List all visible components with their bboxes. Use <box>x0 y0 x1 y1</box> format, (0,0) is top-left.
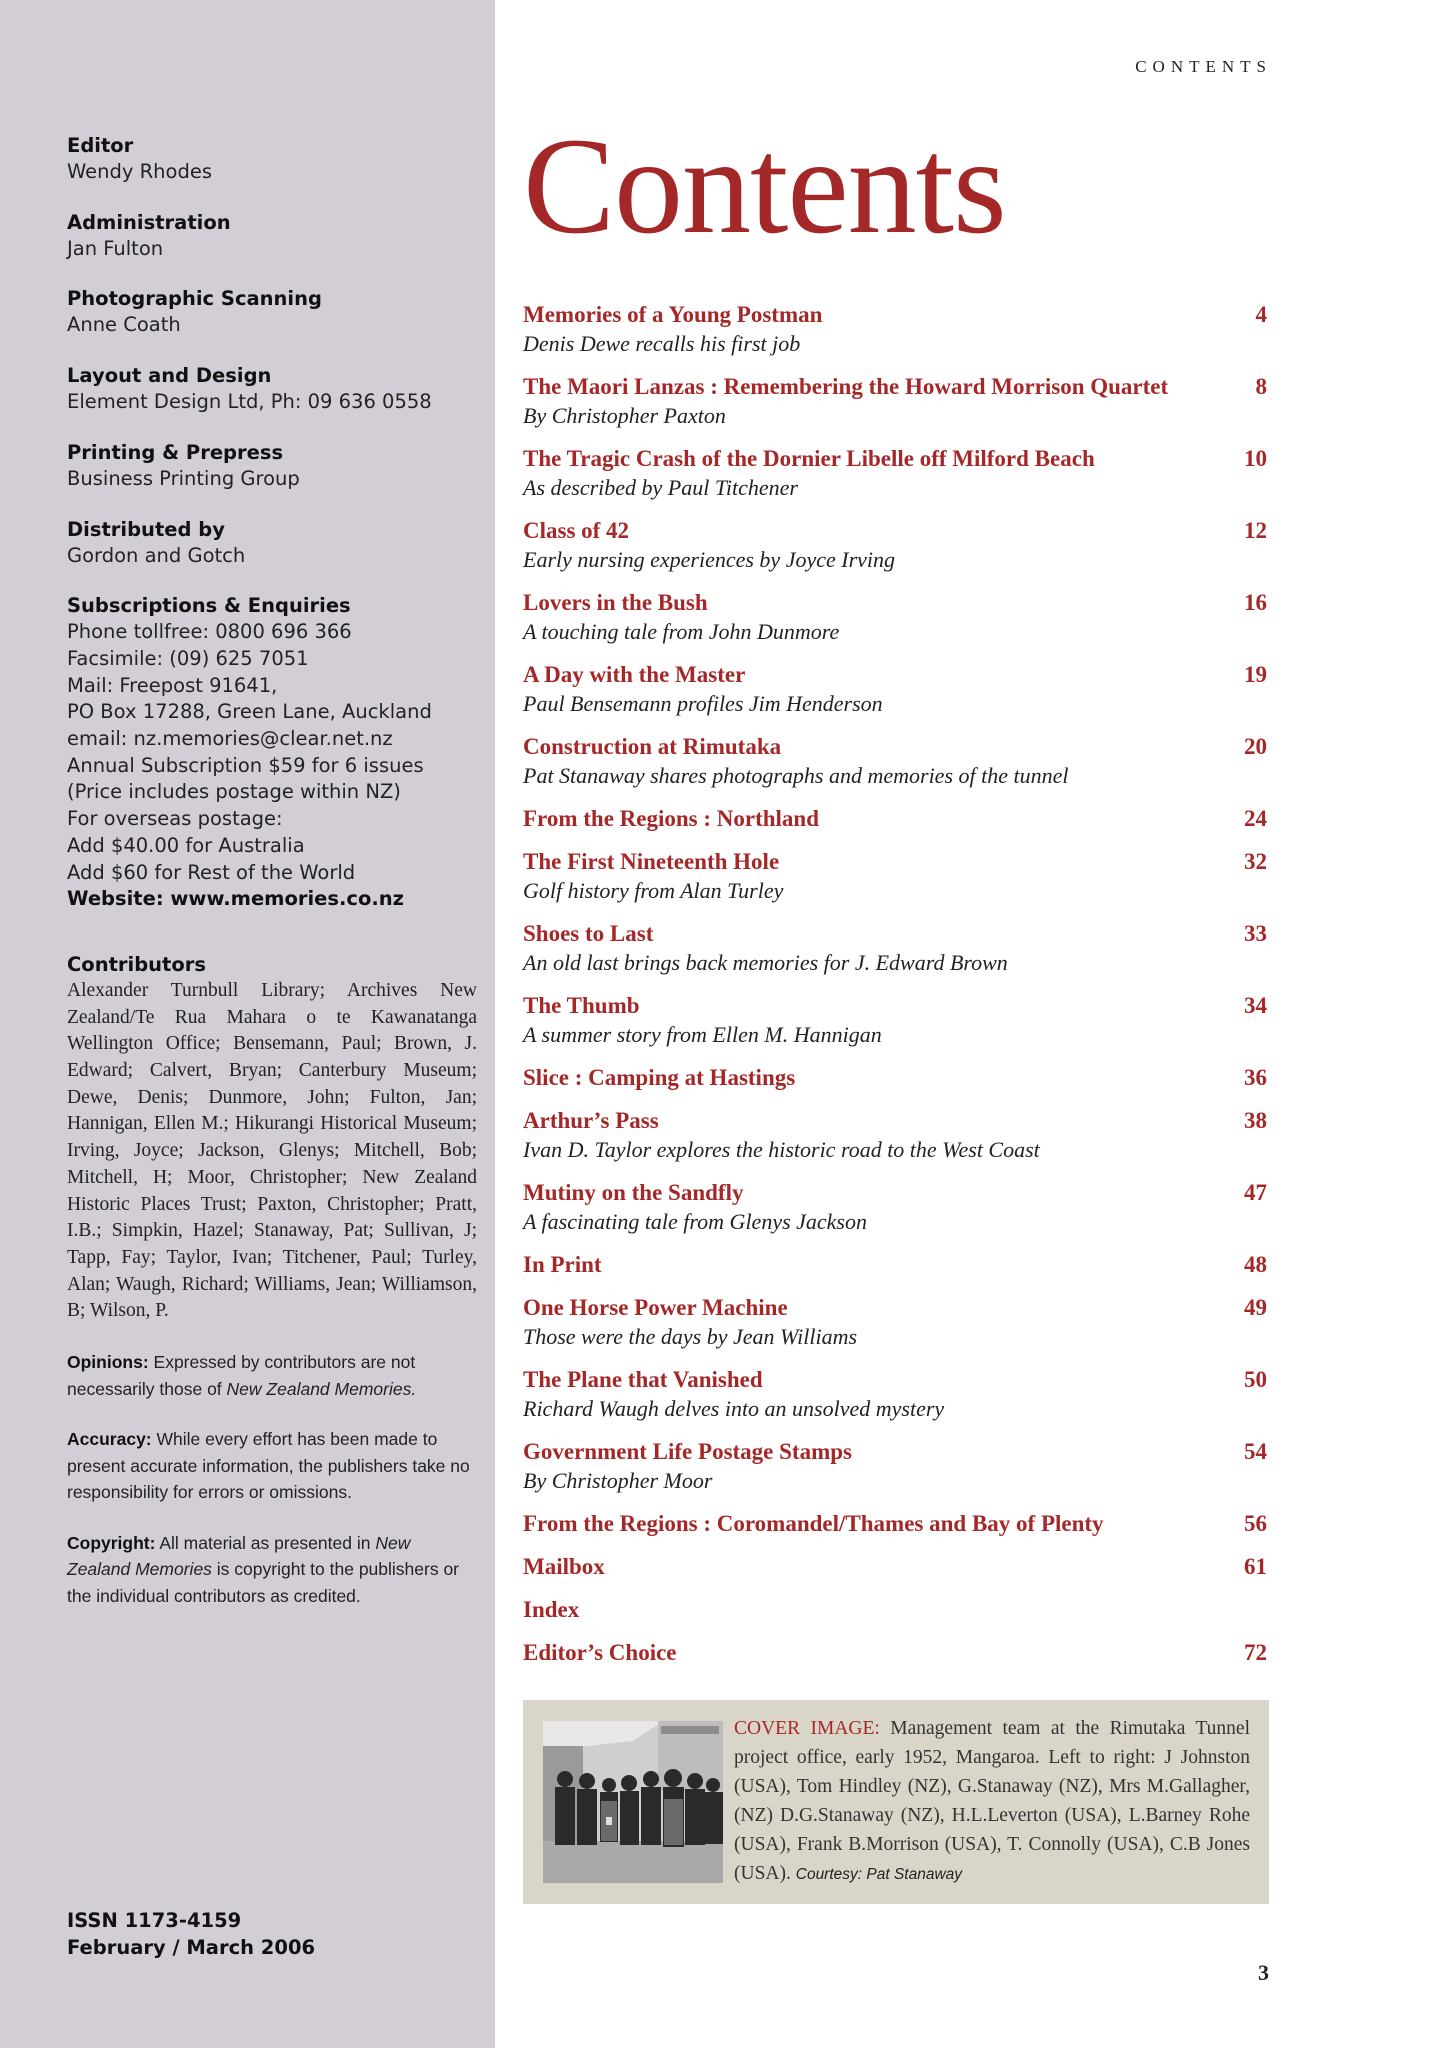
toc-subtitle: Early nursing experiences by Joyce Irving <box>523 547 896 572</box>
toc-title: From the Regions : Northland <box>523 806 820 831</box>
toc-subtitle: A fascinating tale from Glenys Jackson <box>523 1209 867 1234</box>
masthead-line: Element Design Ltd, Ph: 09 636 0558 <box>67 390 432 414</box>
toc-page-number: 61 <box>1244 1554 1267 1579</box>
toc-title: Slice : Camping at Hastings <box>523 1065 796 1090</box>
toc-entry-row <box>523 1178 1267 1207</box>
masthead-heading: Printing & Prepress <box>67 440 284 464</box>
toc-entry[interactable] <box>523 732 1267 790</box>
cover-label: COVER IMAGE: <box>734 1718 880 1739</box>
toc-subtitle: Those were the days by Jean Williams <box>523 1324 858 1349</box>
toc-subtitle: Ivan D. Taylor explores the historic road to the West Coast <box>523 1137 1040 1162</box>
cover-photo <box>543 1721 723 1883</box>
toc-page-number: 32 <box>1244 849 1267 874</box>
copyright-note <box>67 1530 477 1610</box>
toc-page-number: 19 <box>1244 662 1267 687</box>
toc-page-number: 8 <box>1255 374 1267 399</box>
toc-entry-row <box>523 1595 1267 1624</box>
masthead-section <box>67 439 477 493</box>
toc-title: The Maori Lanzas : Remembering the Howard Morrison Quartet <box>523 374 1169 399</box>
toc-entry-row <box>523 1293 1267 1322</box>
toc-entry-row <box>523 1063 1267 1092</box>
masthead-heading: Layout and Design <box>67 364 272 388</box>
toc-page-number: 10 <box>1244 446 1267 471</box>
toc-entry[interactable] <box>523 919 1267 977</box>
masthead-line: Wendy Rhodes <box>67 160 212 183</box>
toc-title: Editor’s Choice <box>523 1640 677 1665</box>
masthead-line: email: nz.memories@clear.net.nz <box>67 727 393 751</box>
toc-subtitle: An old last brings back memories for J. Edward Brown <box>523 950 1008 975</box>
toc-page-number: 16 <box>1244 590 1267 615</box>
toc-page-number: 50 <box>1244 1367 1267 1392</box>
contributors-heading: Contributors <box>67 952 206 976</box>
toc-page-number: 56 <box>1244 1511 1267 1536</box>
toc-entry[interactable] <box>523 444 1267 502</box>
toc-entry-row <box>523 991 1267 1020</box>
toc-page-number: 72 <box>1244 1640 1267 1665</box>
opinions-label: Opinions: <box>67 1352 149 1373</box>
issue-info <box>67 1907 315 1961</box>
toc-entry[interactable] <box>523 1638 1267 1667</box>
accuracy-text: While every effort has been made to present accurate information, the publishers take no responsibility for errors or omissions. <box>67 1429 470 1503</box>
toc-entry-row <box>523 1638 1267 1667</box>
toc-entry[interactable] <box>523 300 1267 358</box>
masthead-section <box>67 516 477 570</box>
toc-entry-row <box>523 660 1267 689</box>
masthead-line: For overseas postage: <box>67 807 283 831</box>
toc-entry[interactable] <box>523 372 1267 430</box>
toc-entry-row <box>523 1437 1267 1466</box>
toc-title: The Thumb <box>523 993 640 1018</box>
toc-page-number: 12 <box>1244 518 1267 543</box>
toc-subtitle: Denis Dewe recalls his first job <box>523 331 801 356</box>
toc-entry-row <box>523 1250 1267 1279</box>
toc-title: The Plane that Vanished <box>523 1367 763 1392</box>
toc-title: Shoes to Last <box>523 921 654 946</box>
cover-credit: Courtesy: Pat Stanaway <box>795 1866 963 1883</box>
page-title: Contents <box>523 109 1006 262</box>
accuracy-note <box>67 1426 477 1506</box>
toc-subtitle: As described by Paul Titchener <box>523 475 798 500</box>
toc-subtitle: A summer story from Ellen M. Hannigan <box>523 1022 882 1047</box>
masthead-line: Business Printing Group <box>67 466 300 490</box>
masthead-sidebar <box>0 0 495 2048</box>
masthead-line: Jan Fulton <box>67 236 164 260</box>
masthead-line: (Price includes postage within NZ) <box>67 780 401 804</box>
toc-entry[interactable] <box>523 1293 1267 1351</box>
toc-entry[interactable] <box>523 1552 1267 1581</box>
toc-page-number: 20 <box>1244 734 1267 759</box>
cover-photo-image <box>543 1721 723 1883</box>
toc-entry[interactable] <box>523 1250 1267 1279</box>
toc-entry-row <box>523 1509 1267 1538</box>
toc-subtitle: Golf history from Alan Turley <box>523 878 784 903</box>
toc-entry-row <box>523 300 1267 329</box>
masthead-line: Facsimile: (09) 625 7051 <box>67 646 309 670</box>
opinions-publication: New Zealand Memories. <box>226 1378 417 1399</box>
toc-subtitle: By Christopher Paxton <box>523 403 726 428</box>
toc-title: Class of 42 <box>523 518 630 543</box>
toc-page-number: 48 <box>1244 1252 1267 1277</box>
masthead-line: PO Box 17288, Green Lane, Auckland <box>67 700 432 724</box>
toc-title: Index <box>523 1597 580 1622</box>
masthead-heading: Photographic Scanning <box>67 287 322 311</box>
toc-title: A Day with the Master <box>523 662 746 687</box>
toc-entry[interactable] <box>523 660 1267 718</box>
toc-entry-row <box>523 1106 1267 1135</box>
toc-entry-row <box>523 516 1267 545</box>
toc-entry[interactable] <box>523 804 1267 833</box>
masthead-section <box>67 132 477 186</box>
toc-page-number: 34 <box>1244 993 1267 1018</box>
masthead-line: Mail: Freepost 91641, <box>67 673 278 697</box>
toc-page-number: 24 <box>1244 806 1267 831</box>
toc-entry-row <box>523 588 1267 617</box>
issue-date: February / March 2006 <box>67 1936 316 1959</box>
toc-entry-row <box>523 1365 1267 1394</box>
toc-entry[interactable] <box>523 1437 1267 1495</box>
copyright-text-1: All material as presented in <box>159 1532 371 1553</box>
toc-title: Lovers in the Bush <box>523 590 708 615</box>
toc-entry-row <box>523 1552 1267 1581</box>
toc-title: Mutiny on the Sandfly <box>523 1180 744 1205</box>
masthead-section <box>67 362 477 416</box>
toc-title: Construction at Rimutaka <box>523 734 782 759</box>
masthead-line: Annual Subscription $59 for 6 issues <box>67 753 424 777</box>
toc-title: One Horse Power Machine <box>523 1295 788 1320</box>
toc-entry[interactable] <box>523 1178 1267 1236</box>
website-line: Website: www.memories.co.nz <box>67 887 405 911</box>
page-number: 3 <box>1258 1960 1269 1985</box>
masthead-section <box>67 209 477 263</box>
toc-title: Government Life Postage Stamps <box>523 1439 852 1464</box>
toc-entry[interactable] <box>523 1509 1267 1538</box>
contributors-text: Alexander Turnbull Library; Archives New Zealand/Te Rua Mahara o te Kawanatanga Wellington Office; Bensemann, Paul; Brown, J. Edward; Calvert, Bryan; Canterbury Museum; Dewe, Denis; Dunmore, John; Fulton, Jan; Hannigan, Ellen M.; Hikurangi Historical Museum; Irving, Joyce; Jackson, Glenys; Mitchell, Bob; Mitchell, H; Moor, Christopher; New Zealand Historic Places Trust; Paxton, Christopher; Pratt, I.B.; Simpkin, Hazel; Stanaway, Pat; Sullivan, J; Tapp, Fay; Taylor, Ivan; Titchener, Paul; Turley, Alan; Waugh, Richard; Williams, Jean; Williamson, B; Wilson, P. <box>67 979 477 1322</box>
toc-entry[interactable] <box>523 1106 1267 1164</box>
masthead-line: Add $60 for Rest of the World <box>67 860 356 884</box>
toc-entry[interactable] <box>523 1063 1267 1092</box>
toc-title: Memories of a Young Postman <box>523 302 823 327</box>
toc-entry[interactable] <box>523 1595 1267 1624</box>
toc-page-number: 36 <box>1244 1065 1267 1090</box>
toc-entry[interactable] <box>523 1365 1267 1423</box>
opinions-text: Expressed by contributors are not necessarily those of <box>67 1352 416 1399</box>
masthead-line: Add $40.00 for Australia <box>67 833 305 857</box>
masthead-heading: Distributed by <box>67 517 225 541</box>
toc-subtitle: Richard Waugh delves into an unsolved mystery <box>523 1396 945 1421</box>
toc-entry[interactable] <box>523 847 1267 905</box>
copyright-publication: New Zealand Memories <box>67 1532 411 1580</box>
toc-page-number: 33 <box>1244 921 1267 946</box>
masthead-heading: Editor <box>67 134 134 157</box>
masthead-line: Phone tollfree: 0800 696 366 <box>67 620 352 644</box>
toc-title: In Print <box>523 1252 602 1277</box>
toc-page-number: 49 <box>1244 1295 1267 1320</box>
toc-subtitle: By Christopher Moor <box>523 1468 713 1493</box>
masthead-sections <box>67 132 477 886</box>
toc-entry[interactable] <box>523 516 1267 574</box>
table-of-contents <box>523 300 1267 1681</box>
masthead-heading: Subscriptions & Enquiries <box>67 594 351 618</box>
cover-image-box <box>523 1700 1269 1904</box>
toc-page-number: 47 <box>1244 1180 1267 1205</box>
toc-entry[interactable] <box>523 588 1267 646</box>
masthead-line: Anne Coath <box>67 313 181 337</box>
cover-caption <box>734 1714 1250 1889</box>
toc-title: The Tragic Crash of the Dornier Libelle off Milford Beach <box>523 446 1095 471</box>
masthead-section <box>67 592 477 886</box>
running-header: CONTENTS <box>1135 57 1272 76</box>
toc-entry-row <box>523 372 1267 401</box>
toc-entry-row <box>523 919 1267 948</box>
toc-page-number: 54 <box>1244 1439 1267 1464</box>
copyright-label: Copyright: <box>67 1532 156 1553</box>
toc-subtitle: A touching tale from John Dunmore <box>523 619 840 644</box>
toc-subtitle: Paul Bensemann profiles Jim Henderson <box>523 691 883 716</box>
copyright-text-2: is copyright to the publishers or the individual contributors as credited. <box>67 1559 460 1606</box>
toc-subtitle: Pat Stanaway shares photographs and memories of the tunnel <box>523 763 1069 788</box>
toc-title: Arthur’s Pass <box>523 1108 659 1133</box>
opinions-note <box>67 1349 477 1402</box>
toc-entry-row <box>523 804 1267 833</box>
toc-title: Mailbox <box>523 1554 605 1579</box>
toc-page-number: 4 <box>1255 302 1267 327</box>
masthead-heading: Administration <box>67 210 231 234</box>
toc-entry-row <box>523 444 1267 473</box>
masthead-section <box>67 285 477 339</box>
accuracy-label: Accuracy: <box>67 1429 152 1450</box>
masthead-line: Gordon and Gotch <box>67 543 246 567</box>
toc-page-number: 38 <box>1244 1108 1267 1133</box>
toc-entry-row <box>523 732 1267 761</box>
toc-title: The First Nineteenth Hole <box>523 849 780 874</box>
toc-entry[interactable] <box>523 991 1267 1049</box>
issn-number: ISSN 1173-4159 <box>67 1909 242 1932</box>
toc-title: From the Regions : Coromandel/Thames and Bay of Plenty <box>523 1511 1104 1536</box>
masthead-column <box>67 132 477 1609</box>
cover-description: Management team at the Rimutaka Tunnel project office, early 1952, Mangaroa. Left to right: J Johnston (USA), Tom Hindley (NZ), G.Stanaway (NZ), Mrs M.Gallagher, (NZ) D.G.Stanaway (NZ), H.L.Leverton (USA), L.Barney Rohe (USA), Frank B.Morrison (USA), T. Connolly (USA), C.B Jones (USA). <box>734 1718 1251 1884</box>
toc-entry-row <box>523 847 1267 876</box>
